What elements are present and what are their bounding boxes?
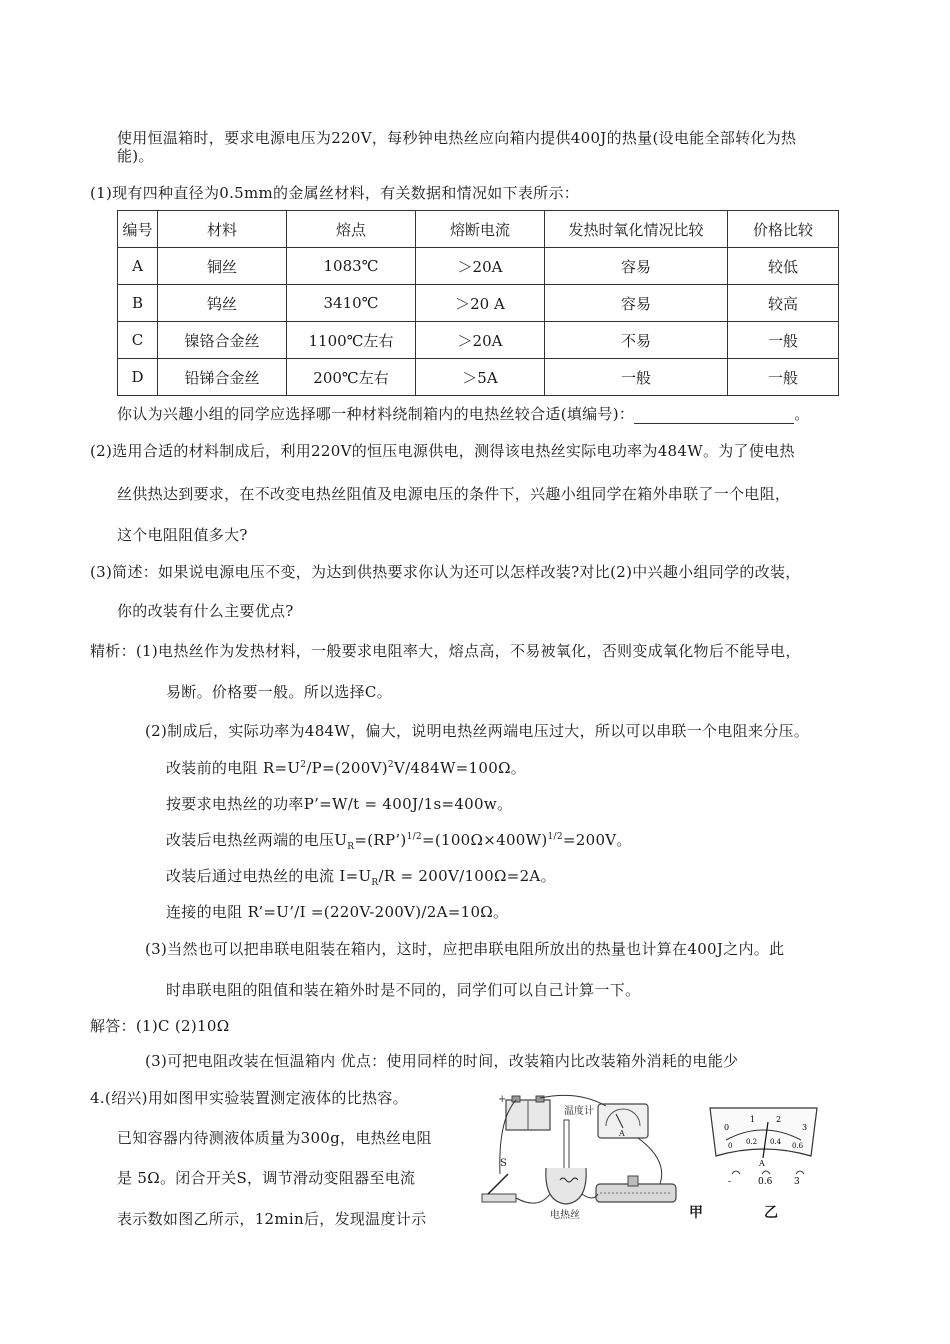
table-cell: 铅锑合金丝 (158, 359, 287, 396)
q1-question-text: 你认为兴趣小组的同学应选择哪一种材料绕制箱内的电热丝较合适(填编号)： (117, 405, 635, 423)
formula-series-resistance: 连接的电阻 R’=U’/I =(220V-200V)/2A=10Ω。 (166, 903, 509, 921)
terminal-label: - (728, 1177, 732, 1187)
q4-line-4: 表示数如图乙所示，12min后，发现温度计示 (117, 1210, 427, 1228)
table-cell: 1100℃左右 (287, 322, 416, 359)
table-cell: ＞20 A (416, 285, 545, 322)
terminal-label: 0.6 (758, 1177, 773, 1187)
table-cell: 较低 (728, 248, 839, 285)
table-row (118, 285, 839, 322)
table-row (118, 359, 839, 396)
analysis-line-10: 时串联电阻的阻值和装在箱外时是不同的，同学们可以自己计算一下。 (166, 981, 641, 999)
q2-line-2: 丝供热达到要求，在不改变电热丝阻值及电源电压的条件下，兴趣小组同学在箱外串联了一个电阻， (117, 485, 791, 503)
terminal-icon (732, 1171, 740, 1174)
table-header-cell: 熔断电流 (416, 211, 545, 248)
table-cell: 3410℃ (287, 285, 416, 322)
table-cell: 铜丝 (158, 248, 287, 285)
intro-line-2: 能)。 (117, 147, 154, 165)
analysis-line-1: 精析：(1)电热丝作为发热材料，一般要求电阻率大，熔点高，不易被氧化，否则变成氧化物后不能导电， (90, 642, 801, 660)
table-cell: 不易 (545, 322, 728, 359)
analysis-line-2: 易断。价格要一般。所以选择C。 (166, 683, 392, 701)
table-cell: 镍铬合金丝 (158, 322, 287, 359)
terminal-label: 3 (794, 1177, 800, 1187)
ammeter-face-diagram (706, 1100, 821, 1192)
analysis-line-3: (2)制成后，实际功率为484W，偏大，说明电热丝两端电压过大，所以可以串联一个电阻来分压。 (145, 722, 810, 740)
table-row (118, 322, 839, 359)
table-cell: ＞5A (416, 359, 545, 396)
table-cell: A (118, 248, 158, 285)
meter-tick-label: 1 (750, 1115, 756, 1124)
table-row (118, 248, 839, 285)
q4-line-3: 是 5Ω。闭合开关S，调节滑动变阻器至电流 (117, 1169, 416, 1187)
answer-line-2: (3)可把电阻改装在恒温箱内 优点：使用同样的时间，改装箱内比改装箱外消耗的电能少 (145, 1052, 739, 1070)
meter-unit-label: A (759, 1159, 765, 1168)
table-cell: 一般 (728, 322, 839, 359)
q4-line-2: 已知容器内待测液体质量为300g，电热丝电阻 (117, 1129, 432, 1147)
formula-voltage-after: 改装后电热丝两端的电压$U_R=(RP’)^{1/2}=(100\Omega\times 400W)^{1/2}=200V$。 (166, 831, 632, 852)
q1-stem: (1)现有四种直径为0.5mm的金属丝材料，有关数据和情况如下表所示： (90, 184, 580, 202)
table-header-row (118, 211, 839, 248)
wire-label: 电热丝 (550, 1210, 580, 1221)
table-cell: ＞20A (416, 322, 545, 359)
meter-inner-tick-label: 0 (728, 1142, 733, 1150)
table-cell: 容易 (545, 248, 728, 285)
q2-line-3: 这个电阻阻值多大? (117, 526, 248, 544)
figure-a-caption: 甲 (689, 1205, 703, 1221)
intro-line-1: 使用恒温箱时，要求电源电压为220V，每秒钟电热丝应向箱内提供400J的热量(设电能全部转化为热 (117, 129, 797, 147)
q1-question (117, 404, 810, 424)
meter-tick-label: 3 (802, 1123, 808, 1132)
table-cell: 钨丝 (158, 285, 287, 322)
answer-blank[interactable] (634, 407, 794, 424)
table-header-cell: 价格比较 (728, 211, 839, 248)
formula-required-power: 按要求电热丝的功率P’=W/t = 400J/1s=400w。 (166, 795, 513, 813)
plus-sign: + (498, 1094, 507, 1105)
table-cell: 容易 (545, 285, 728, 322)
figure-b-caption: 乙 (764, 1205, 778, 1221)
meter-inner-tick-label: 0.4 (770, 1138, 782, 1146)
beaker-icon (546, 1120, 586, 1204)
q2-line-1: (2)选用合适的材料制成后，利用220V的恒压电源供电，测得该电热丝实际电功率为484W。为了使电热 (90, 442, 795, 460)
answer-line-1: 解答：(1)C (2)10Ω (90, 1017, 230, 1035)
terminal-icon (796, 1171, 804, 1174)
table-header-cell: 材料 (158, 211, 287, 248)
table-cell: B (118, 285, 158, 322)
meter-inner-tick-label: 0.6 (792, 1142, 804, 1150)
table-cell: 较高 (728, 285, 839, 322)
table-cell: 1083℃ (287, 248, 416, 285)
formula-resistance-before: 改装前的电阻 $R=U^2/P=(200V)^2V/484W=100\Omega$。 (166, 759, 527, 777)
q1-question-end: 。 (794, 405, 810, 423)
terminal-icon (762, 1171, 770, 1174)
table-header-cell: 发热时氧化情况比较 (545, 211, 728, 248)
switch-icon (482, 1174, 516, 1202)
battery-icon (506, 1096, 550, 1130)
thermometer-label: 温度计 (564, 1106, 594, 1117)
ammeter-icon (598, 1104, 648, 1138)
table-header-cell: 熔点 (287, 211, 416, 248)
meter-inner-tick-label: 0.2 (746, 1138, 758, 1146)
switch-label: S (500, 1158, 507, 1169)
q3-line-1: (3)简述：如果说电源电压不变，为达到供热要求你认为还可以怎样改装?对比(2)中兴趣小组同学的改装， (90, 563, 801, 581)
table-cell: C (118, 322, 158, 359)
analysis-line-9: (3)当然也可以把串联电阻装在箱内，这时，应把串联电阻所放出的热量也计算在400J之内。此 (145, 940, 785, 958)
table-cell: 一般 (728, 359, 839, 396)
formula-current-after: 改装后通过电热丝的电流 $I=U_R/R = 200V/100\Omega=2A$。 (166, 867, 556, 888)
circuit-diagram (478, 1090, 688, 1232)
ammeter-label: A (619, 1129, 625, 1138)
q3-line-2: 你的改装有什么主要优点? (117, 602, 294, 620)
table-header-cell: 编号 (118, 211, 158, 248)
meter-tick-label: 2 (776, 1115, 782, 1124)
table-cell: 一般 (545, 359, 728, 396)
rheostat-icon (596, 1176, 676, 1202)
material-table (117, 210, 839, 396)
q4-line-1: 4.(绍兴)用如图甲实验装置测定液体的比热容。 (90, 1089, 408, 1107)
table-cell: 200℃左右 (287, 359, 416, 396)
meter-tick-label: 0 (724, 1123, 730, 1132)
table-cell: ＞20A (416, 248, 545, 285)
table-cell: D (118, 359, 158, 396)
